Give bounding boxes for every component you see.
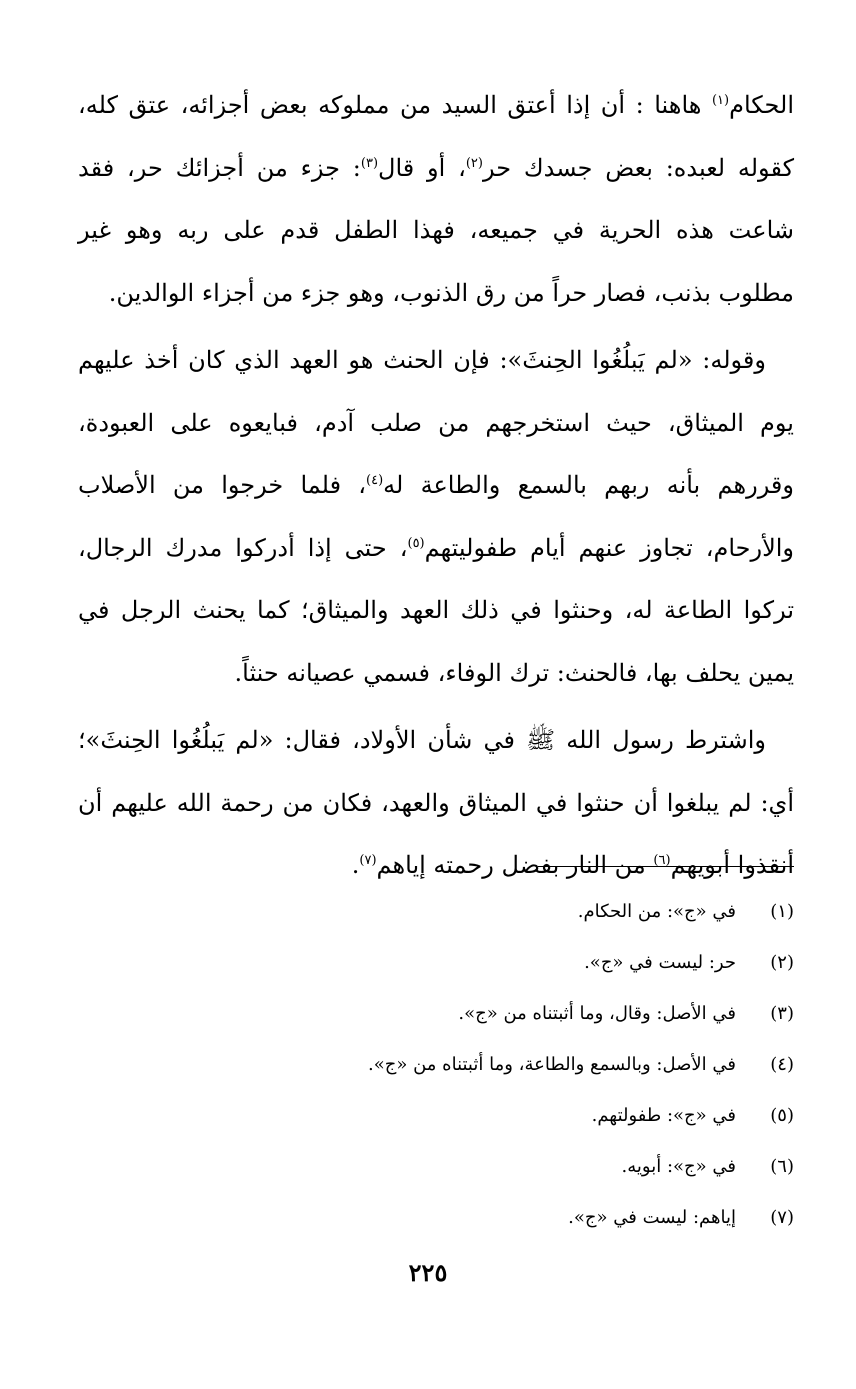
footnote-reference: (٢) [465,155,483,171]
footnote-reference: (١) [711,93,730,108]
footnote-number: (٧) [770,1207,794,1228]
footnote-text: في الأصل: وبالسمع والطاعة، وما أثبتناه من «ج». [368,1054,736,1075]
footnote [78,988,794,1039]
footnote [78,886,794,937]
footnote [78,1141,794,1192]
footnote-number: (٣) [770,1003,794,1024]
paragraph-text: ، أو قال [378,153,466,182]
footnotes [78,886,794,1243]
footnote-text: في «ج»: طفولتهم. [591,1105,736,1126]
footnote [78,1090,794,1141]
main-text [78,74,794,897]
footnote-text: حر: ليست في «ج». [584,952,736,973]
footnote-separator [538,866,794,867]
paragraph-text: ، حتى إذا أدركوا مدرك الرجال، تركوا الطاعة له، وحنثوا في ذلك العهد والميثاق؛ كما يحنث الرجل في يمين يحلف بها، فالحنث: ترك الوفاء، فسمي عصيانه حنثاً. [78,533,794,687]
paragraph [78,74,794,324]
paragraph-text: ، فلما خرجوا من الأصلاب والأرحام، تجاوز عنهم أيام طفوليتهم [78,471,795,562]
footnote-text: في «ج»: أبويه. [621,1156,736,1177]
footnote [78,937,794,988]
paragraph [78,709,794,897]
footnote-text: في «ج»: من الحكام. [577,901,736,922]
footnote-text: إياهم: ليست في «ج». [568,1207,736,1228]
footnote [78,1039,794,1090]
footnote-text: في الأصل: وقال، وما أثبتناه من «ج». [458,1003,736,1024]
footnote-number: (٥) [770,1105,794,1126]
footnote-reference: (٣) [360,155,379,171]
footnote-reference: (٦) [653,853,671,868]
page-number: ٢٢٥ [408,1258,448,1287]
footnote-number: (١) [770,901,794,922]
paragraph-text: الحكام [729,91,794,119]
paragraph-text: : جزء من أجزائك حر، فقد شاعت هذه الحرية في جميعه، فهذا الطفل قدم على ربه وهو غير مطلوب بذنب، فصار حراً من رق الذنوب، وهو جزء من أجزاء الوالدين. [78,153,794,307]
footnote-reference: (٤) [366,473,384,488]
paragraph-text: هاهنا : أن إذا أعتق السيد من مملوكه بعض أجزائه، عتق كله، كقوله لعبده: بعض جسدك حر [78,91,795,182]
footnote-reference: (٥) [407,535,425,551]
footnote-number: (٤) [770,1054,794,1075]
footnote [78,1192,794,1243]
paragraph-text: وقوله: «لم يَبلُغُوا الحِنثَ»: فإن الحنث هو العهد الذي كان أخذ عليهم يوم الميثاق، حيث استخرجهم من صلب آدم، فبايعوه على العبودة، وقررهم بأنه ربهم بالسمع والطاعة له [78,346,794,499]
footnote-number: (٢) [770,952,794,973]
paragraph-text: من النار بفضل رحمته إياهم [376,851,654,879]
paragraph [78,329,794,704]
footnote-number: (٦) [770,1156,794,1177]
footnote-reference: (٧) [359,853,377,868]
paragraph-text: واشترط رسول الله ﷺ في شأن الأولاد، فقال: «لم يَبلُغُوا الحِنثَ»؛ أي: لم يبلغوا أن حنثوا في الميثاق والعهد، فكان من رحمة الله عليهم أن أنقذوا أبويهم [78,726,794,879]
paragraph-text: . [351,851,360,879]
